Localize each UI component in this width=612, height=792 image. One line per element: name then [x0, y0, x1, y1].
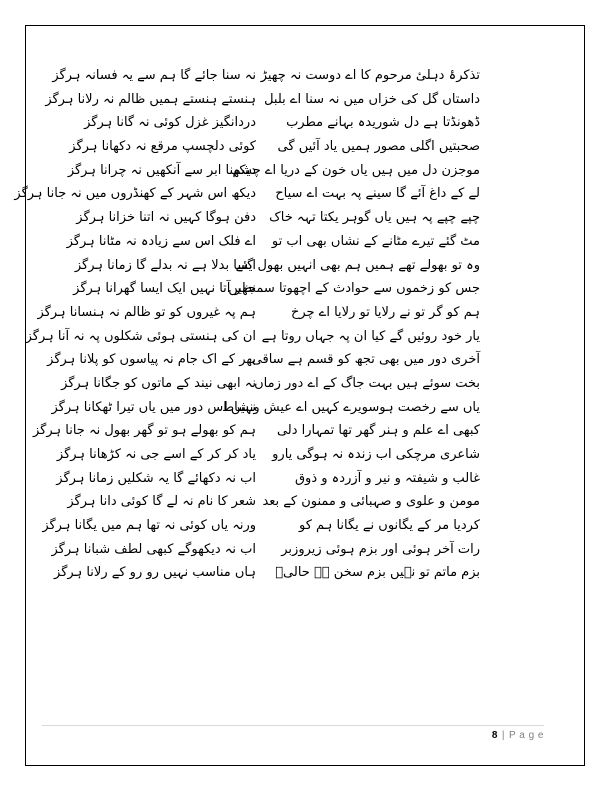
couplet	[60, 277, 480, 301]
misra-first: بزم ماتم تو نہیں بزم سخن ہے حالیؔ	[275, 565, 480, 581]
couplet	[60, 159, 480, 183]
couplet	[60, 254, 480, 278]
misra-first: صحبتیں اگلی مصور ہمیں یاد آئیں گی	[277, 139, 480, 155]
misra-second: دفن ہوگا کہیں نہ اتنا خزانا ہرگز	[76, 210, 256, 226]
page-separator: |	[501, 730, 505, 741]
couplet	[52, 64, 480, 88]
couplet	[47, 348, 480, 372]
misra-second: دیکھنا ابر سے آنکھیں نہ چرانا ہرگز	[67, 162, 256, 178]
misra-first: آخری دور میں بھی تجھ کو قسم ہے ساقی	[251, 352, 480, 368]
misra-first: کردیا مر کے یگانوں نے یگانا ہم کو	[299, 518, 480, 534]
misra-first: تذکرۂ دہلیٔ مرحوم کا اے دوست نہ چھیڑ	[260, 68, 480, 83]
couplet	[32, 419, 480, 443]
couplet	[14, 182, 480, 206]
misra-second: اب نہ دیکھوگے کبھی لطف شبانا ہرگز	[51, 541, 256, 557]
misra-second: یاد کر کر کے اسے جی نہ کڑھانا ہرگز	[56, 447, 256, 462]
misra-first: داستاں گل کی خزاں میں نہ سنا اے بلبل	[264, 91, 480, 107]
misra-second: اب نہ دکھائے گا یہ شکلیں زمانا ہرگز	[56, 470, 256, 486]
misra-first: مومن و علوی و صہبائی و ممنون کے بعد	[262, 494, 480, 510]
page-label: P a g e	[508, 730, 544, 741]
misra-first: لے کے داغ آئے گا سینے پہ بہت اے سیاح	[275, 186, 480, 202]
couplet	[54, 561, 480, 585]
misra-second: ہاں مناسب نہیں رو رو کے رلانا ہرگز	[54, 565, 256, 581]
footer-divider	[42, 725, 544, 726]
couplet	[60, 135, 480, 159]
couplet	[56, 443, 480, 467]
couplet	[60, 206, 480, 230]
misra-second: دیکھ اس شہر کے کھنڈروں میں نہ جانا ہرگز	[14, 186, 256, 202]
misra-second: بھر کے اک جام نہ پیاسوں کو پلانا ہرگز	[47, 352, 256, 368]
couplet	[25, 325, 480, 349]
misra-first: موجزن دل میں ہیں یاں خون کے دریا اے چشم	[232, 162, 480, 178]
couplet	[60, 372, 480, 396]
misra-first: شاعری مرچکی اب زندہ نہ ہوگی یارو	[272, 447, 480, 462]
misra-first: ہم کو گر تو نے رلایا تو رلایا اے چرخ	[290, 304, 480, 320]
couplet	[45, 88, 480, 112]
misra-second: ایسا بدلا ہے نہ بدلے گا زمانا ہرگز	[74, 257, 256, 273]
misra-second: ورنہ یاں کوئی نہ تھا ہم میں یگانا ہرگز	[42, 518, 256, 534]
misra-second: اے فلک اس سے زیادہ نہ مٹانا ہرگز	[66, 233, 256, 249]
misra-first: یاں سے رخصت ہوسویرے کہیں اے عیش ونشاط	[222, 399, 480, 415]
couplet	[51, 538, 480, 562]
misra-second: نہ سنا جائے گا ہم سے یہ فسانہ ہرگز	[52, 68, 256, 83]
poem	[14, 64, 480, 585]
couplet	[56, 467, 480, 491]
couplet	[37, 301, 480, 325]
page-number: 8	[491, 730, 498, 741]
couplet	[42, 514, 480, 538]
misra-first: بخت سوئے ہیں بہت جاگ کے اے دور زماں	[254, 375, 480, 391]
misra-second: ہم کو بھولے ہو تو گھر بھول نہ جانا ہرگز	[32, 423, 256, 439]
misra-second: نہیں اس دور میں یاں تیرا ٹھکانا ہرگز	[51, 399, 256, 415]
misra-first: یار خود روئیں گے کیا ان پہ جہاں روتا ہے	[261, 328, 480, 344]
misra-second: ہم پہ غیروں کو تو ظالم نہ ہنسانا ہرگز	[37, 304, 256, 320]
page-footer	[492, 730, 544, 741]
couplet	[60, 490, 480, 514]
misra-second: شعر کا نام نہ لے گا کوئی دانا ہرگز	[67, 494, 256, 510]
misra-first: وہ تو بھولے تھے ہمیں ہم بھی انہیں بھول گئے	[235, 257, 480, 273]
misra-second: نہ ابھی نیند کے ماتوں کو جگانا ہرگز	[61, 375, 256, 391]
couplet	[51, 396, 480, 420]
misra-second: کوئی دلچسپ مرقع نہ دکھانا ہرگز	[69, 139, 256, 155]
misra-second: دردانگیز غزل کوئی نہ گانا ہرگز	[84, 115, 256, 131]
misra-first: جس کو زخموں سے حوادث کے اچھوتا سمجھیں	[228, 281, 480, 297]
misra-second: نظر آتا نہیں ایک ایسا گھرانا ہرگز	[73, 281, 256, 297]
misra-first: ڈھونڈتا ہے دل شوریدہ بہانے مطرب	[286, 115, 480, 131]
couplet	[60, 111, 480, 135]
misra-first: غالب و شیفتہ و نیر و آزردہ و ذوق	[294, 470, 480, 486]
misra-first: مٹ گئے تیرے مٹانے کے نشاں بھی اب تو	[271, 233, 480, 249]
misra-second: ان کی ہنستی ہوئی شکلوں پہ نہ آنا ہرگز	[25, 328, 256, 344]
misra-second: ہنستے ہنستے ہمیں ظالم نہ رلانا ہرگز	[45, 91, 256, 107]
misra-first: چپے چپے پہ ہیں یاں گوہر یکتا تہہ خاک	[269, 210, 480, 226]
misra-first: کبھی اے علم و ہنر گھر تھا تمہارا دلی	[276, 423, 480, 439]
misra-first: رات آخر ہوئی اور بزم ہوئی زیروزبر	[281, 541, 480, 557]
couplet	[60, 230, 480, 254]
